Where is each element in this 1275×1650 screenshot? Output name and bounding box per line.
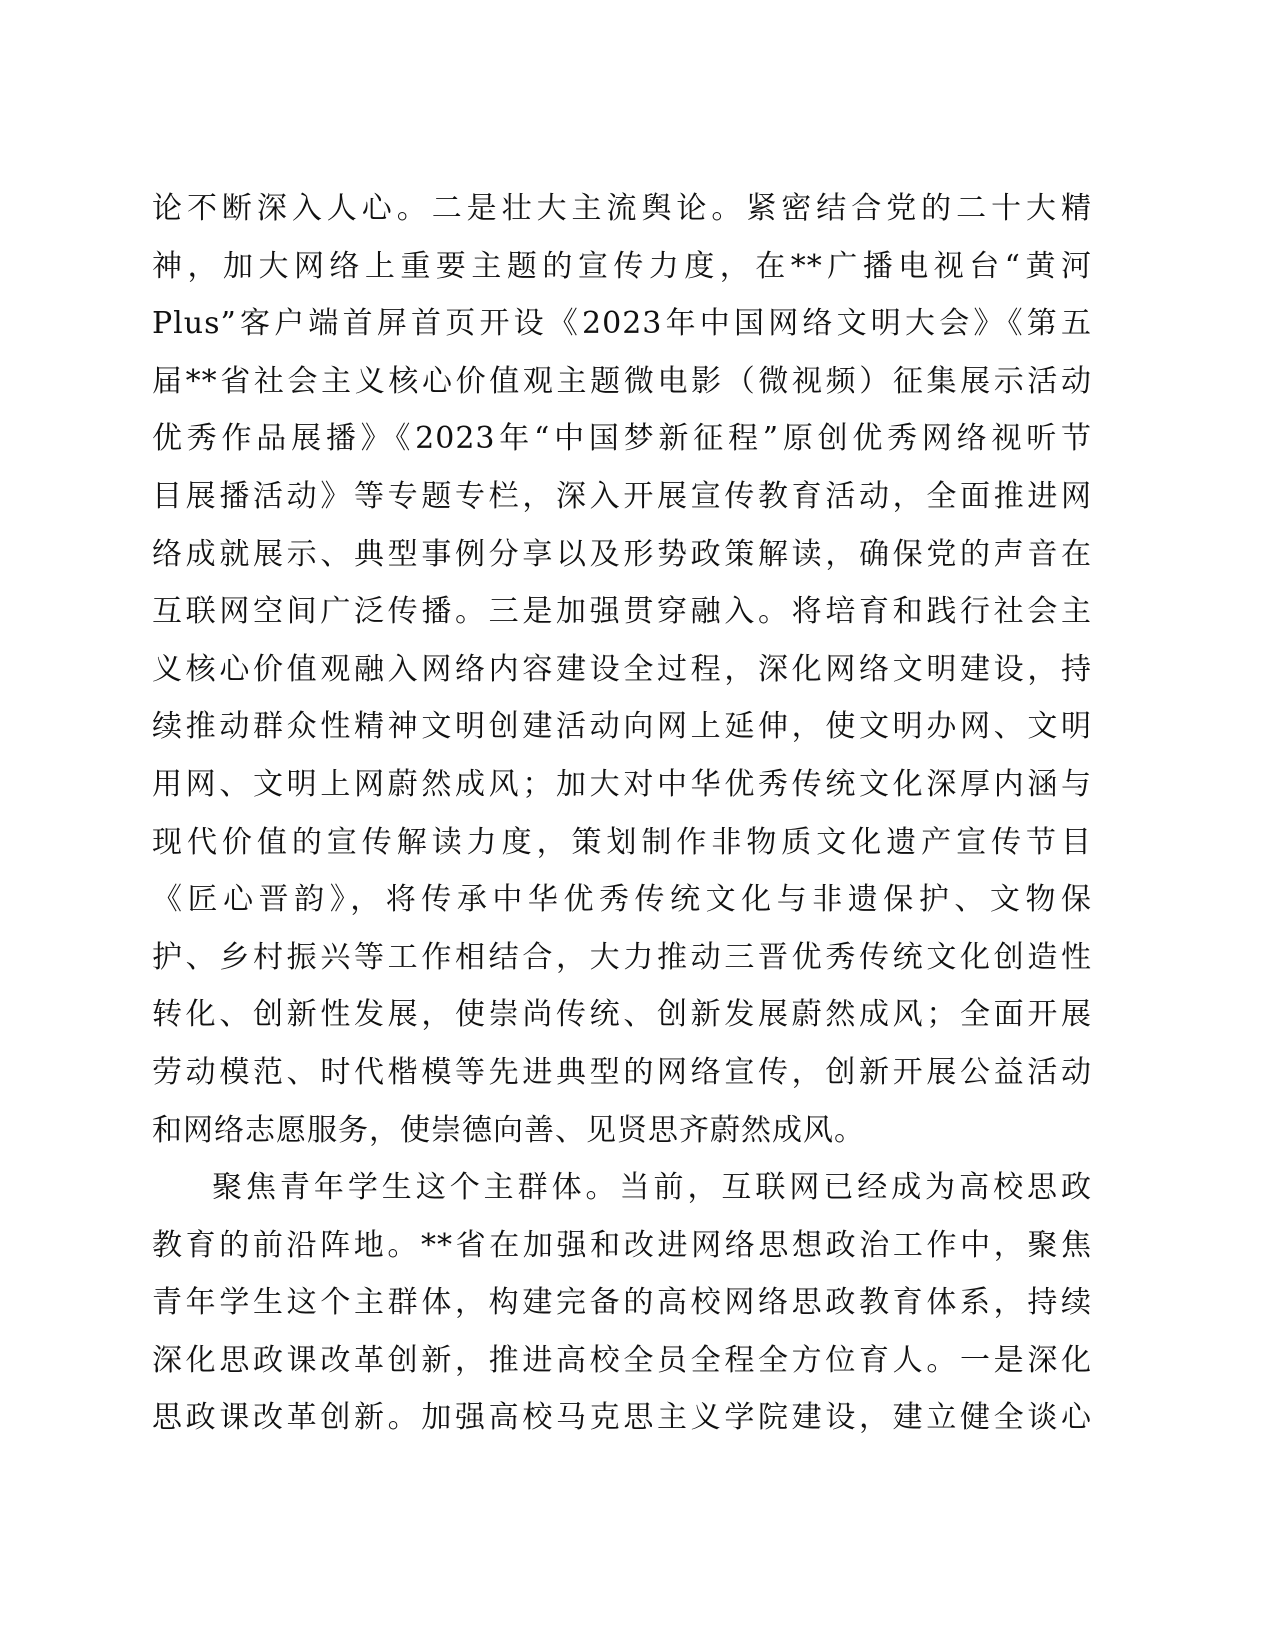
text-line: 教育的前沿阵地。**省在加强和改进网络思想政治工作中，聚焦 (152, 1227, 1092, 1263)
body-text (152, 180, 1092, 1447)
text-line: 续推动群众性精神文明创建活动向网上延伸，使文明办网、文明 (152, 709, 1092, 745)
text-line: 优秀作品展播》《2023年“中国梦新征程”原创优秀网络视听节 (152, 421, 1092, 457)
text-line: 论不断深入人心。二是壮大主流舆论。紧密结合党的二十大精 (152, 191, 1092, 226)
text-line: 青年学生这个主群体，构建完备的高校网络思政教育体系，持续 (152, 1285, 1092, 1321)
text-line: 神，加大网络上重要主题的宣传力度，在**广播电视台“黄河 (152, 248, 1092, 284)
text-line: Plus”客户端首屏首页开设《2023年中国网络文明大会》《第五 (152, 306, 1092, 342)
text-line: 互联网空间广泛传播。三是加强贯穿融入。将培育和践行社会主 (152, 594, 1092, 630)
text-line: 用网、文明上网蔚然成风；加大对中华优秀传统文化深厚内涵与 (152, 766, 1092, 802)
text-line: 护、乡村振兴等工作相结合，大力推动三晋优秀传统文化创造性 (152, 939, 1092, 975)
text-line: 络成就展示、典型事例分享以及形势政策解读，确保党的声音在 (152, 536, 1092, 572)
text-line: 义核心价值观融入网络内容建设全过程，深化网络文明建设，持 (152, 651, 1092, 687)
text-line: 届**省社会主义核心价值观主题微电影（微视频）征集展示活动 (152, 363, 1092, 399)
text-line: 《匠心晋韵》，将传承中华优秀传统文化与非遗保护、文物保 (152, 882, 1092, 918)
text-line: 深化思政课改革创新，推进高校全员全程全方位育人。一是深化 (152, 1342, 1092, 1378)
text-line: 思政课改革创新。加强高校马克思主义学院建设，建立健全谈心 (152, 1400, 1092, 1436)
text-line: 转化、创新性发展，使崇尚传统、创新发展蔚然成风；全面开展 (152, 997, 1092, 1033)
text-line: 劳动模范、时代楷模等先进典型的网络宣传，创新开展公益活动 (152, 1054, 1092, 1090)
paragraph-start-line: 聚焦青年学生这个主群体。当前，互联网已经成为高校思政 (212, 1170, 1092, 1206)
text-line: 现代价值的宣传解读力度，策划制作非物质文化遗产宣传节目 (152, 824, 1092, 860)
text-line: 目展播活动》等专题专栏，深入开展宣传教育活动，全面推进网 (152, 478, 1092, 514)
paragraph-end-line: 和网络志愿服务，使崇德向善、见贤思齐蔚然成风。 (152, 1112, 865, 1148)
